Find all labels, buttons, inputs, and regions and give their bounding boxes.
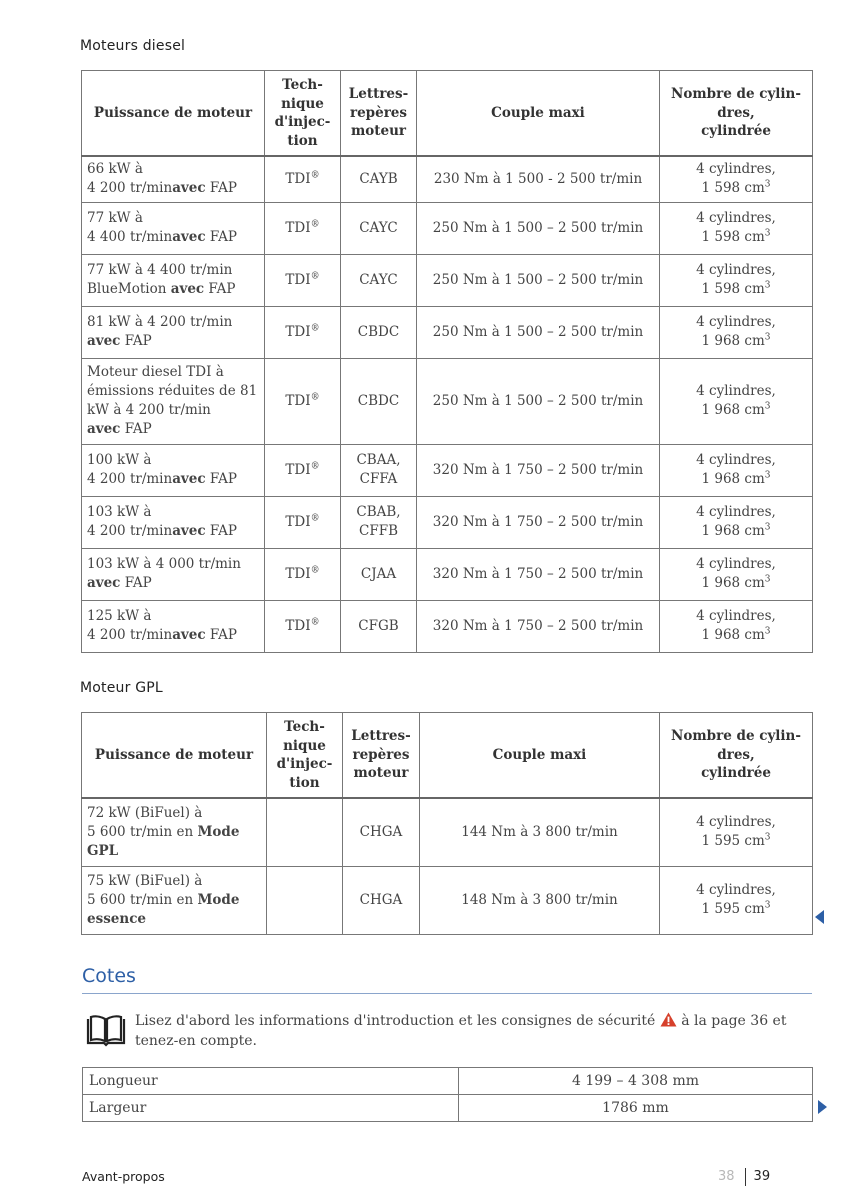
cubed-mark: 3 [764, 574, 771, 585]
power-text: 72 kW (BiFuel) à [87, 804, 203, 821]
torque-text: 320 Nm à 1 750 – 2 500 tr/min [432, 617, 644, 634]
page-separator [745, 1168, 746, 1186]
header-torque: Couple maxi [420, 713, 660, 799]
power-text: FAP [205, 627, 237, 643]
cylinders-cell [660, 600, 813, 652]
power-text: FAP [205, 523, 237, 539]
engine-code-text: CHGA [359, 891, 403, 908]
engine-power-cell [82, 798, 267, 866]
registered-mark: ® [310, 170, 320, 181]
injection-cell [265, 156, 341, 202]
header-power: Puissance de moteur [82, 71, 265, 157]
gpl-engines-table [81, 712, 813, 935]
cylinders-text: 4 cylindres, [696, 882, 776, 898]
injection-cell [265, 202, 341, 254]
header-power: Puissance de moteur [82, 713, 267, 799]
cubed-mark: 3 [764, 522, 771, 533]
cylinders-text: 4 cylindres, [696, 161, 776, 178]
power-text: FAP [120, 333, 152, 349]
table-header-row [82, 713, 813, 799]
cylinders-text: 4 cylindres, [696, 210, 776, 226]
engine-code-text: CFGB [358, 617, 399, 634]
power-bold-text: avec [172, 627, 206, 643]
injection-text: TDI [285, 617, 311, 634]
injection-text: TDI [285, 392, 311, 409]
injection-cell [265, 496, 341, 548]
displacement-text: 1 968 cm [701, 523, 765, 539]
current-page-number: 39 [753, 1169, 771, 1184]
diesel-engines-table [81, 70, 813, 653]
torque-text: 250 Nm à 1 500 – 2 500 tr/min [432, 323, 644, 340]
power-bold-text: avec [172, 471, 206, 487]
table-row [83, 1068, 813, 1095]
power-text: 5 600 tr/min en [87, 823, 198, 840]
continue-arrow-left-icon [815, 910, 824, 924]
warning-icon [660, 1012, 677, 1027]
injection-text: TDI [285, 219, 311, 236]
cubed-mark: 3 [764, 470, 771, 481]
displacement-text: 1 968 cm [701, 333, 765, 349]
torque-cell [417, 496, 660, 548]
injection-cell [265, 444, 341, 496]
power-text: FAP [205, 229, 237, 245]
engine-code-cell [343, 866, 420, 934]
engine-code-cell [341, 600, 417, 652]
torque-cell [420, 866, 660, 934]
displacement-text: 1 598 cm [701, 180, 765, 197]
header-cylinders: Nombre de cylin- dres, cylindrée [660, 713, 813, 799]
injection-cell [265, 306, 341, 358]
power-bold-text: avec [172, 229, 206, 245]
dimension-value: 4 199 – 4 308 mm [459, 1068, 813, 1095]
injection-text: TDI [285, 323, 311, 340]
table-row [82, 496, 813, 548]
cylinders-cell [660, 358, 813, 444]
power-text: 103 kW à [87, 504, 152, 520]
table-row [82, 600, 813, 652]
engine-code-text: CAYC [359, 219, 398, 236]
table-row [82, 866, 813, 934]
torque-text: 320 Nm à 1 750 – 2 500 tr/min [432, 513, 644, 530]
torque-cell [417, 600, 660, 652]
power-text: FAP [205, 180, 237, 197]
header-letters: Lettres- repères moteur [341, 71, 417, 157]
registered-mark: ® [310, 617, 320, 627]
table-row [83, 1095, 813, 1122]
cylinders-cell [660, 444, 813, 496]
header-letters: Lettres- repères moteur [343, 713, 420, 799]
header-cylinders: Nombre de cylin- dres, cylindrée [660, 71, 813, 157]
torque-text: 320 Nm à 1 750 – 2 500 tr/min [432, 461, 644, 478]
torque-cell [417, 444, 660, 496]
injection-cell [267, 866, 343, 934]
engine-code-cell [341, 548, 417, 600]
engine-power-cell [82, 156, 265, 202]
engine-power-cell [82, 202, 265, 254]
dimensions-table [82, 1067, 813, 1122]
registered-mark: ® [310, 219, 320, 229]
diesel-heading: Moteurs diesel [80, 38, 186, 54]
power-text: 4 400 tr/min [87, 229, 173, 245]
torque-text: 250 Nm à 1 500 – 2 500 tr/min [432, 219, 644, 236]
injection-text: TDI [285, 461, 311, 478]
displacement-text: 1 968 cm [701, 402, 765, 418]
torque-cell [417, 156, 660, 202]
injection-cell [265, 600, 341, 652]
registered-mark: ® [310, 461, 320, 471]
engine-code-cell [341, 306, 417, 358]
engine-power-cell [82, 358, 265, 444]
displacement-text: 1 598 cm [701, 229, 765, 245]
power-text: 100 kW à [87, 452, 152, 468]
displacement-text: 1 595 cm [701, 833, 765, 850]
dimension-label: Largeur [83, 1095, 459, 1122]
cylinders-cell [660, 798, 813, 866]
registered-mark: ® [310, 565, 320, 575]
header-injection: Tech- nique d'injec- tion [265, 71, 341, 157]
power-text: 125 kW à [87, 608, 152, 624]
table-row [82, 306, 813, 358]
table-row [82, 444, 813, 496]
header-injection: Tech- nique d'injec- tion [267, 713, 343, 799]
power-text: 103 kW à 4 000 tr/min [87, 556, 241, 572]
power-text: 4 200 tr/min [87, 627, 173, 643]
torque-cell [417, 548, 660, 600]
table-row [82, 548, 813, 600]
power-bold-text: avec [87, 421, 121, 437]
dimension-label: Longueur [83, 1068, 459, 1095]
cylinders-text: 4 cylindres, [696, 383, 776, 399]
power-bold-text: Mode essence [87, 891, 240, 927]
engine-code-cell [341, 358, 417, 444]
torque-cell [417, 202, 660, 254]
registered-mark: ® [310, 271, 320, 281]
cylinders-text: 4 cylindres, [696, 556, 776, 572]
power-text: 77 kW à [87, 210, 143, 226]
cylinders-text: 4 cylindres, [696, 314, 776, 330]
header-torque: Couple maxi [417, 71, 660, 157]
torque-text: 144 Nm à 3 800 tr/min [461, 823, 618, 840]
cylinders-cell [660, 156, 813, 202]
engine-code-cell [341, 496, 417, 548]
cubed-mark: 3 [764, 832, 771, 843]
power-bold-text: avec [87, 575, 121, 591]
power-text: 75 kW (BiFuel) à [87, 872, 203, 889]
displacement-text: 1 968 cm [701, 471, 765, 487]
cylinders-text: 4 cylindres, [696, 504, 776, 520]
cylinders-cell [660, 496, 813, 548]
engine-code-cell [341, 444, 417, 496]
cylinders-cell [660, 866, 813, 934]
engine-power-cell [82, 496, 265, 548]
cylinders-text: 4 cylindres, [696, 608, 776, 624]
power-text: 4 200 tr/min [87, 523, 173, 539]
engine-code-text: CAYC [359, 271, 398, 288]
torque-text: 250 Nm à 1 500 – 2 500 tr/min [432, 392, 644, 409]
torque-text: 250 Nm à 1 500 – 2 500 tr/min [432, 271, 644, 288]
power-text: 5 600 tr/min en [87, 891, 198, 908]
injection-cell [267, 798, 343, 866]
table-row [82, 798, 813, 866]
table-row [82, 202, 813, 254]
table-row [82, 358, 813, 444]
displacement-text: 1 598 cm [701, 281, 765, 297]
injection-text: TDI [285, 565, 311, 582]
continue-arrow-right-icon [818, 1100, 827, 1114]
engine-code-text: CBDC [357, 323, 400, 340]
previous-page-number: 38 [718, 1169, 735, 1184]
cylinders-cell [660, 548, 813, 600]
torque-text: 148 Nm à 3 800 tr/min [461, 891, 618, 908]
torque-text: 320 Nm à 1 750 – 2 500 tr/min [432, 565, 644, 582]
power-bold-text: avec [172, 523, 206, 539]
cylinders-text: 4 cylindres, [696, 814, 776, 831]
table-header-row [82, 71, 813, 157]
engine-code-text: CJAA [360, 565, 397, 582]
engine-code-cell [341, 254, 417, 306]
injection-cell [265, 548, 341, 600]
engine-power-cell [82, 306, 265, 358]
page-numbers [718, 1168, 770, 1186]
power-text: Moteur diesel TDI à émissions réduites de 81 kW à 4 200 tr/min [87, 364, 258, 418]
injection-text: TDI [285, 271, 311, 288]
cylinders-cell [660, 306, 813, 358]
cubed-mark: 3 [764, 280, 771, 291]
book-icon [85, 1013, 127, 1047]
engine-code-text: CBAA, CFFA [356, 452, 401, 487]
engine-code-text: CBAB, CFFB [356, 504, 401, 539]
registered-mark: ® [310, 392, 320, 402]
cylinders-cell [660, 202, 813, 254]
cubed-mark: 3 [764, 626, 771, 637]
engine-power-cell [82, 548, 265, 600]
torque-cell [420, 798, 660, 866]
cubed-mark: 3 [764, 401, 771, 412]
table-row [82, 156, 813, 202]
injection-cell [265, 358, 341, 444]
gpl-heading: Moteur GPL [80, 680, 163, 696]
safety-note: Lisez d'abord les informations d'introduction et les consignes de sécurité à la page 36 et tenez-en compte. [135, 1013, 787, 1049]
power-text: 66 kW à [87, 161, 143, 178]
torque-cell [417, 358, 660, 444]
engine-code-text: CBDC [357, 392, 400, 409]
engine-power-cell [82, 866, 267, 934]
engine-code-cell [341, 156, 417, 202]
power-text: 4 200 tr/min [87, 471, 173, 487]
engine-code-cell [341, 202, 417, 254]
cylinders-text: 4 cylindres, [696, 262, 776, 278]
engine-code-text: CHGA [359, 823, 403, 840]
injection-text: TDI [285, 513, 311, 530]
injection-text: TDI [285, 170, 311, 187]
cubed-mark: 3 [764, 900, 771, 911]
power-text: FAP [120, 421, 152, 437]
table-row [82, 254, 813, 306]
injection-cell [265, 254, 341, 306]
power-bold-text: Mode GPL [87, 823, 240, 859]
displacement-text: 1 595 cm [701, 901, 765, 917]
power-text: 81 kW à 4 200 tr/min [87, 314, 233, 330]
power-text: FAP [205, 471, 237, 487]
dimension-value: 1786 mm [459, 1095, 813, 1122]
displacement-text: 1 968 cm [701, 575, 765, 591]
power-text: FAP [204, 281, 236, 297]
engine-code-cell [343, 798, 420, 866]
torque-cell [417, 254, 660, 306]
cotes-heading: Cotes [82, 965, 136, 987]
cubed-mark: 3 [764, 179, 771, 190]
engine-power-cell [82, 254, 265, 306]
cylinders-text: 4 cylindres, [696, 452, 776, 468]
section-divider [82, 993, 812, 994]
power-bold-text: avec [87, 333, 121, 349]
power-text: FAP [120, 575, 152, 591]
torque-text: 230 Nm à 1 500 - 2 500 tr/min [433, 170, 643, 187]
power-text: 77 kW à 4 400 tr/min [87, 262, 233, 278]
engine-power-cell [82, 444, 265, 496]
engine-power-cell [82, 600, 265, 652]
cubed-mark: 3 [764, 332, 771, 343]
power-text: BlueMotion [87, 281, 171, 297]
power-bold-text: avec [172, 180, 206, 197]
registered-mark: ® [310, 323, 320, 333]
power-text: 4 200 tr/min [87, 180, 173, 197]
footer-section-title: Avant-propos [82, 1169, 165, 1184]
registered-mark: ® [310, 513, 320, 523]
displacement-text: 1 968 cm [701, 627, 765, 643]
torque-cell [417, 306, 660, 358]
engine-code-text: CAYB [359, 170, 398, 187]
cubed-mark: 3 [764, 228, 771, 239]
power-bold-text: avec [170, 281, 205, 297]
cylinders-cell [660, 254, 813, 306]
